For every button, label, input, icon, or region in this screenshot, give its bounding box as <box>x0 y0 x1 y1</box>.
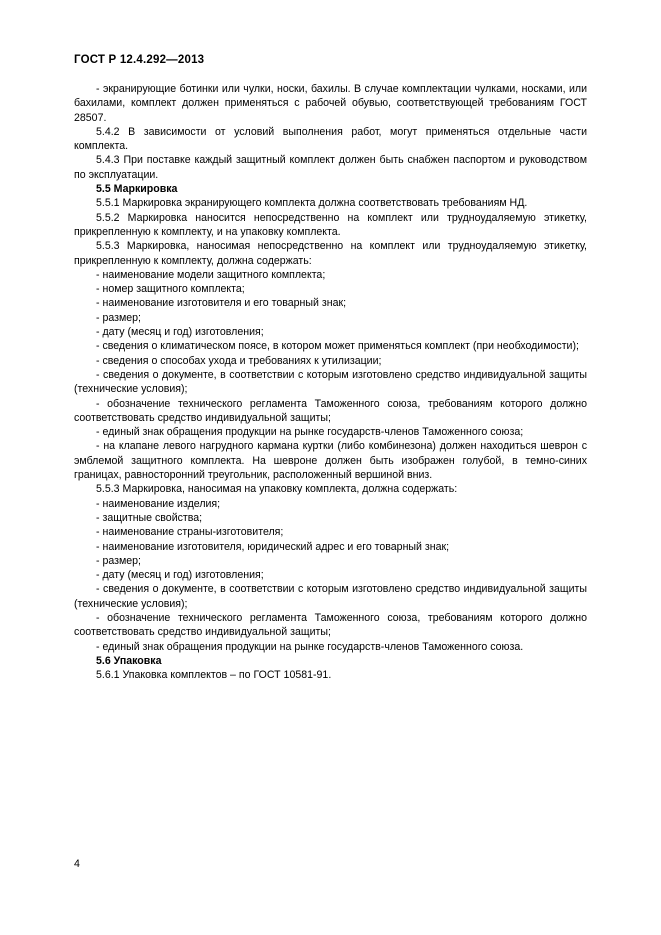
list-item: - на клапане левого нагрудного кармана куртки (либо комбинезона) должен находиться шеврон с эмблемой защитного комплекта. На шевроне должен быть изображен голубой, в темно-синих границах, равносторонний треугольник, расположенный вершиной вниз. <box>74 440 587 482</box>
paragraph: 5.6.1 Упаковка комплектов – по ГОСТ 10581-91. <box>96 669 332 682</box>
list-item: - наименование изделия; <box>96 497 221 510</box>
list-item: - сведения о климатическом поясе, в котором может применяться комплект (при необходимости); <box>96 340 579 353</box>
list-item: - дату (месяц и год) изготовления; <box>96 569 264 582</box>
paragraph: 5.4.3 При поставке каждый защитный комплект должен быть снабжен паспортом и руководством по эксплуатации. <box>74 154 587 181</box>
list-item: - обозначение технического регламента Таможенного союза, требованиям которого должно соответствовать средство индивидуальной защиты; <box>74 611 587 639</box>
list-item: - единый знак обращения продукции на рынке государств-членов Таможенного союза; <box>96 426 524 439</box>
section-heading: 5.5 Маркировка <box>96 183 178 196</box>
list-item: - сведения о документе, в соответствии с которым изготовлено средство индивидуальной защиты (технические условия); <box>74 368 587 396</box>
list-item: - номер защитного комплекта; <box>96 283 245 296</box>
list-item: - наименование страны-изготовителя; <box>96 526 284 539</box>
list-item: - наименование изготовителя и его товарный знак; <box>96 297 347 310</box>
list-item: - сведения о способах ухода и требованиях к утилизации; <box>96 354 382 367</box>
list-item: - размер; <box>96 311 142 324</box>
list-item: - обозначение технического регламента Таможенного союза, требованиям которого должно соответствовать средство индивидуальной защиты; <box>74 397 587 424</box>
paragraph: 5.5.3 Маркировка, наносимая непосредственно на комплект или трудноудаляемую этикетку, прикрепленную к комплекту, должна содержать: <box>74 240 587 267</box>
list-item: - сведения о документе, в соответствии с которым изготовлено средство индивидуальной защиты (технические условия); <box>74 583 587 610</box>
list-item: - дату (месяц и год) изготовления; <box>96 326 264 339</box>
paragraph: - экранирующие ботинки или чулки, носки, бахилы. В случае комплектации чулками, носками, или бахилами, комплект должен применяться с рабочей обувью, соответствующей требованиям ГОСТ 28507. <box>74 83 587 124</box>
page-number: 4 <box>74 858 80 870</box>
list-item: - размер; <box>96 554 142 567</box>
page-header: ГОСТ Р 12.4.292—2013 <box>74 54 205 66</box>
paragraph: 5.5.3 Маркировка, наносимая на упаковку комплекта, должна содержать: <box>96 483 458 496</box>
paragraph: 5.5.2 Маркировка наносится непосредственно на комплект или трудноудаляемую этикетку, прикрепленную к комплекту, и на упаковку комплекта. <box>74 211 587 238</box>
list-item: - наименование изготовителя, юридический адрес и его товарный знак; <box>96 540 450 553</box>
list-item: - единый знак обращения продукции на рынке государств-членов Таможенного союза. <box>96 640 524 653</box>
section-heading: 5.6 Упаковка <box>96 654 162 667</box>
list-item: - наименование модели защитного комплекта; <box>96 268 326 281</box>
list-item: - защитные свойства; <box>96 511 203 524</box>
document-body <box>74 82 587 682</box>
paragraph: 5.4.2 В зависимости от условий выполнения работ, могут применяться отдельные части комплекта. <box>74 125 587 153</box>
paragraph: 5.5.1 Маркировка экранирующего комплекта должна соответствовать требованиям НД. <box>96 197 528 210</box>
